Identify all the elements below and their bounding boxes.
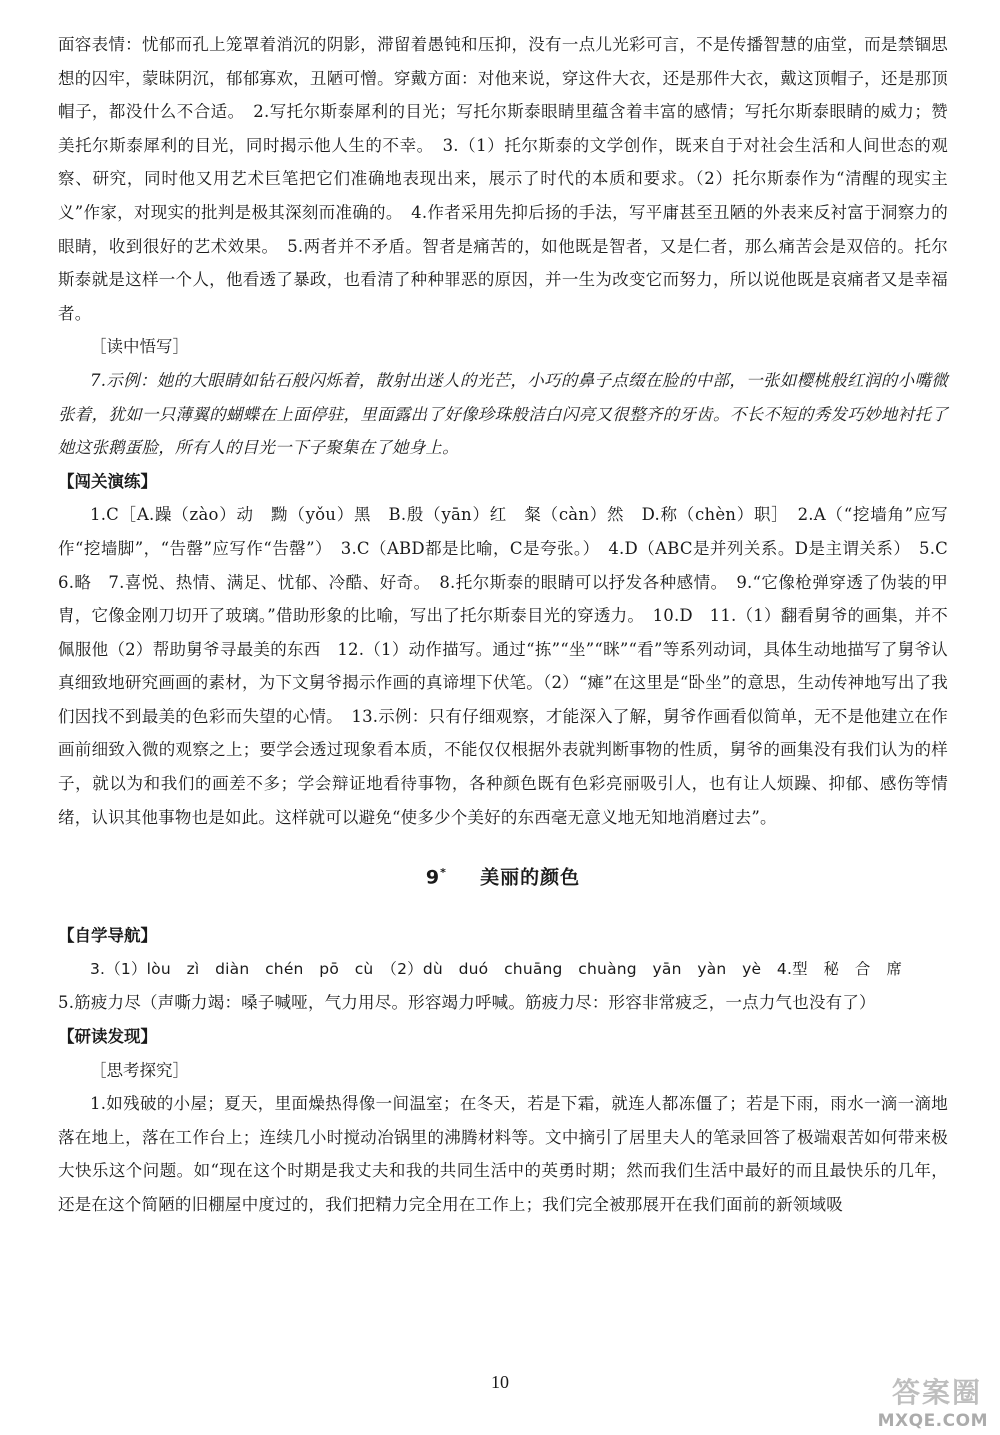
self-study-answers-2: 5.筋疲力尽（声嘶力竭：嗓子喊哑，气力用尽。形容竭力呼喊。筋疲力尽：形容非常疲乏，一点力气也没有了） (58, 993, 876, 1013)
lesson-name: 美丽的颜色 (480, 866, 581, 889)
page-content (58, 28, 965, 1222)
watermark-url: MXQE.COM (877, 1411, 988, 1431)
watermark-logo (840, 1371, 988, 1431)
thinking-answers: 1.如残破的小屋；夏天，里面燥热得像一间温室；在冬天，若是下霜，就连人都冻僵了；若是下雨，雨水一滴一滴地落在地上，落在工作台上；连续几小时搅动冶锅里的沸腾材料等。文中摘引了居里夫人的笔录回答了极端艰苦如何带来极大快乐这个问题。如“现在这个时期是我丈夫和我的共同生活中的英勇时期；然而我们生活中最好的而且最快乐的几年，还是在这个简陋的旧棚屋中度过的，我们把精力完全用在工作上；我们完全被那展开在我们面前的新领域吸 (58, 1094, 948, 1214)
lesson-number: 9 (425, 866, 441, 889)
self-study-answers-1: 3.（1）lòu zì diàn chén pō cù （2）dù duó chuāng chuàng yān yàn yè 4.型 秘 合 席 (90, 959, 903, 978)
answer-paragraph-7: 7.示例：她的大眼睛如钻石般闪烁着，散射出迷人的光芒，小巧的鼻子点缀在脸的中部，一张如樱桃般红润的小嘴微张着，犹如一只薄翼的蝴蝶在上面停驻，里面露出了好像珍珠般洁白闪亮又很整齐的牙齿。不长不短的秀发巧妙地衬托了她这张鹅蛋脸，所有人的目光一下子聚集在了她身上。 (58, 370, 948, 458)
section-heading-thinking: ［思考探究］ (90, 1060, 189, 1080)
page-number: 10 (491, 1372, 509, 1392)
answer-paragraph-1: 面容表情：忧郁而孔上笼罩着消沉的阴影，滞留着愚钝和压抑，没有一点儿光彩可言，不是传播智慧的庙堂，而是禁锢思想的囚牢，蒙昧阴沉，郁郁寡欢，丑陋可憎。穿戴方面：对他来说，穿这件大衣，还是那件大衣，戴这顶帽子，还是那顶帽子，都没什么不合适。 2.写托尔斯泰犀利的目光；写托尔斯泰眼睛里蕴含着丰富的感情；写托尔斯泰眼睛的威力；赞美托尔斯泰犀利的目光，同时揭示他人生的不幸。 3.（1）托尔斯泰的文学创作，既来自于对社会生活和人间世态的观察、研究，同时他又用艺术巨笔把它们准确地表现出来，展示了时代的本质和要求。（2）托尔斯泰作为“清醒的现实主义”作家，对现实的批判是极其深刻而准确的。 4.作者采用先抑后扬的手法，写平庸甚至丑陋的外表来反衬富于洞察力的眼睛，收到很好的艺术效果。 5.两者并不矛盾。智者是痛苦的，如他既是智者，又是仁者，那么痛苦会是双倍的。托尔斯泰就是这样一个人，他看透了暴政，也看清了种种罪恶的原因，并一生为改变它而努力，所以说他既是哀痛者又是幸福者。 (58, 35, 948, 323)
section-heading-reading-writing: ［读中悟写］ (90, 337, 189, 357)
section-heading-practice: 【闯关演练】 (58, 471, 157, 491)
section-heading-research: 【研读发现】 (58, 1026, 157, 1046)
lesson-star: * (440, 866, 447, 880)
lesson-title (58, 856, 948, 895)
practice-answers: 1.C［A.躁（zào）动 黝（yǒu）黑 B.殷（yān）红 粲（càn）然 D.称（chèn）职］ 2.A（“挖墙角”应写作“挖墙脚”，“告罄”应写作“告罄”） 3.C（ABD都是比喻，C是夸张。） 4.D（ABC是并列关系。D是主谓关系） 5.C 6.略 7.喜悦、热情、满足、忧郁、冷酷、好奇。 8.托尔斯泰的眼睛可以抒发各种感情。 9.“它像枪弹穿透了伪装的甲胄，它像金刚刀切开了玻璃。”借助形象的比喻，写出了托尔斯泰目光的穿透力。 10.D 11.（1）翻看舅爷的画集，并不佩服他（2）帮助舅爷寻最美的东西 12.（1）动作描写。通过“拣”“坐”“眯”“看”等系列动词，具体生动地描写了舅爷认真细致地研究画画的素材，为下文舅爷揭示作画的真谛埋下伏笔。（2）“瘫”在这里是“卧坐”的意思，生动传神地写出了我们因找不到最美的色彩而失望的心情。 13.示例：只有仔细观察，才能深入了解，舅爷作画看似简单，无不是他建立在作画前细致入微的观察之上；要学会透过现象看本质，不能仅仅根据外表就判断事物的性质，舅爷的画集没有我们认为的样子，就以为和我们的画差不多；学会辩证地看待事物，各种颜色既有色彩亮丽吸引人，也有让人烦躁、抑郁、感伤等情绪，认识其他事物也是如此。这样就可以避免“使多少个美好的东西毫无意义地无知地消磨过去”。 (58, 505, 965, 827)
watermark-logo-text: 答案圈 (891, 1376, 982, 1409)
section-heading-self-study: 【自学导航】 (58, 926, 157, 946)
